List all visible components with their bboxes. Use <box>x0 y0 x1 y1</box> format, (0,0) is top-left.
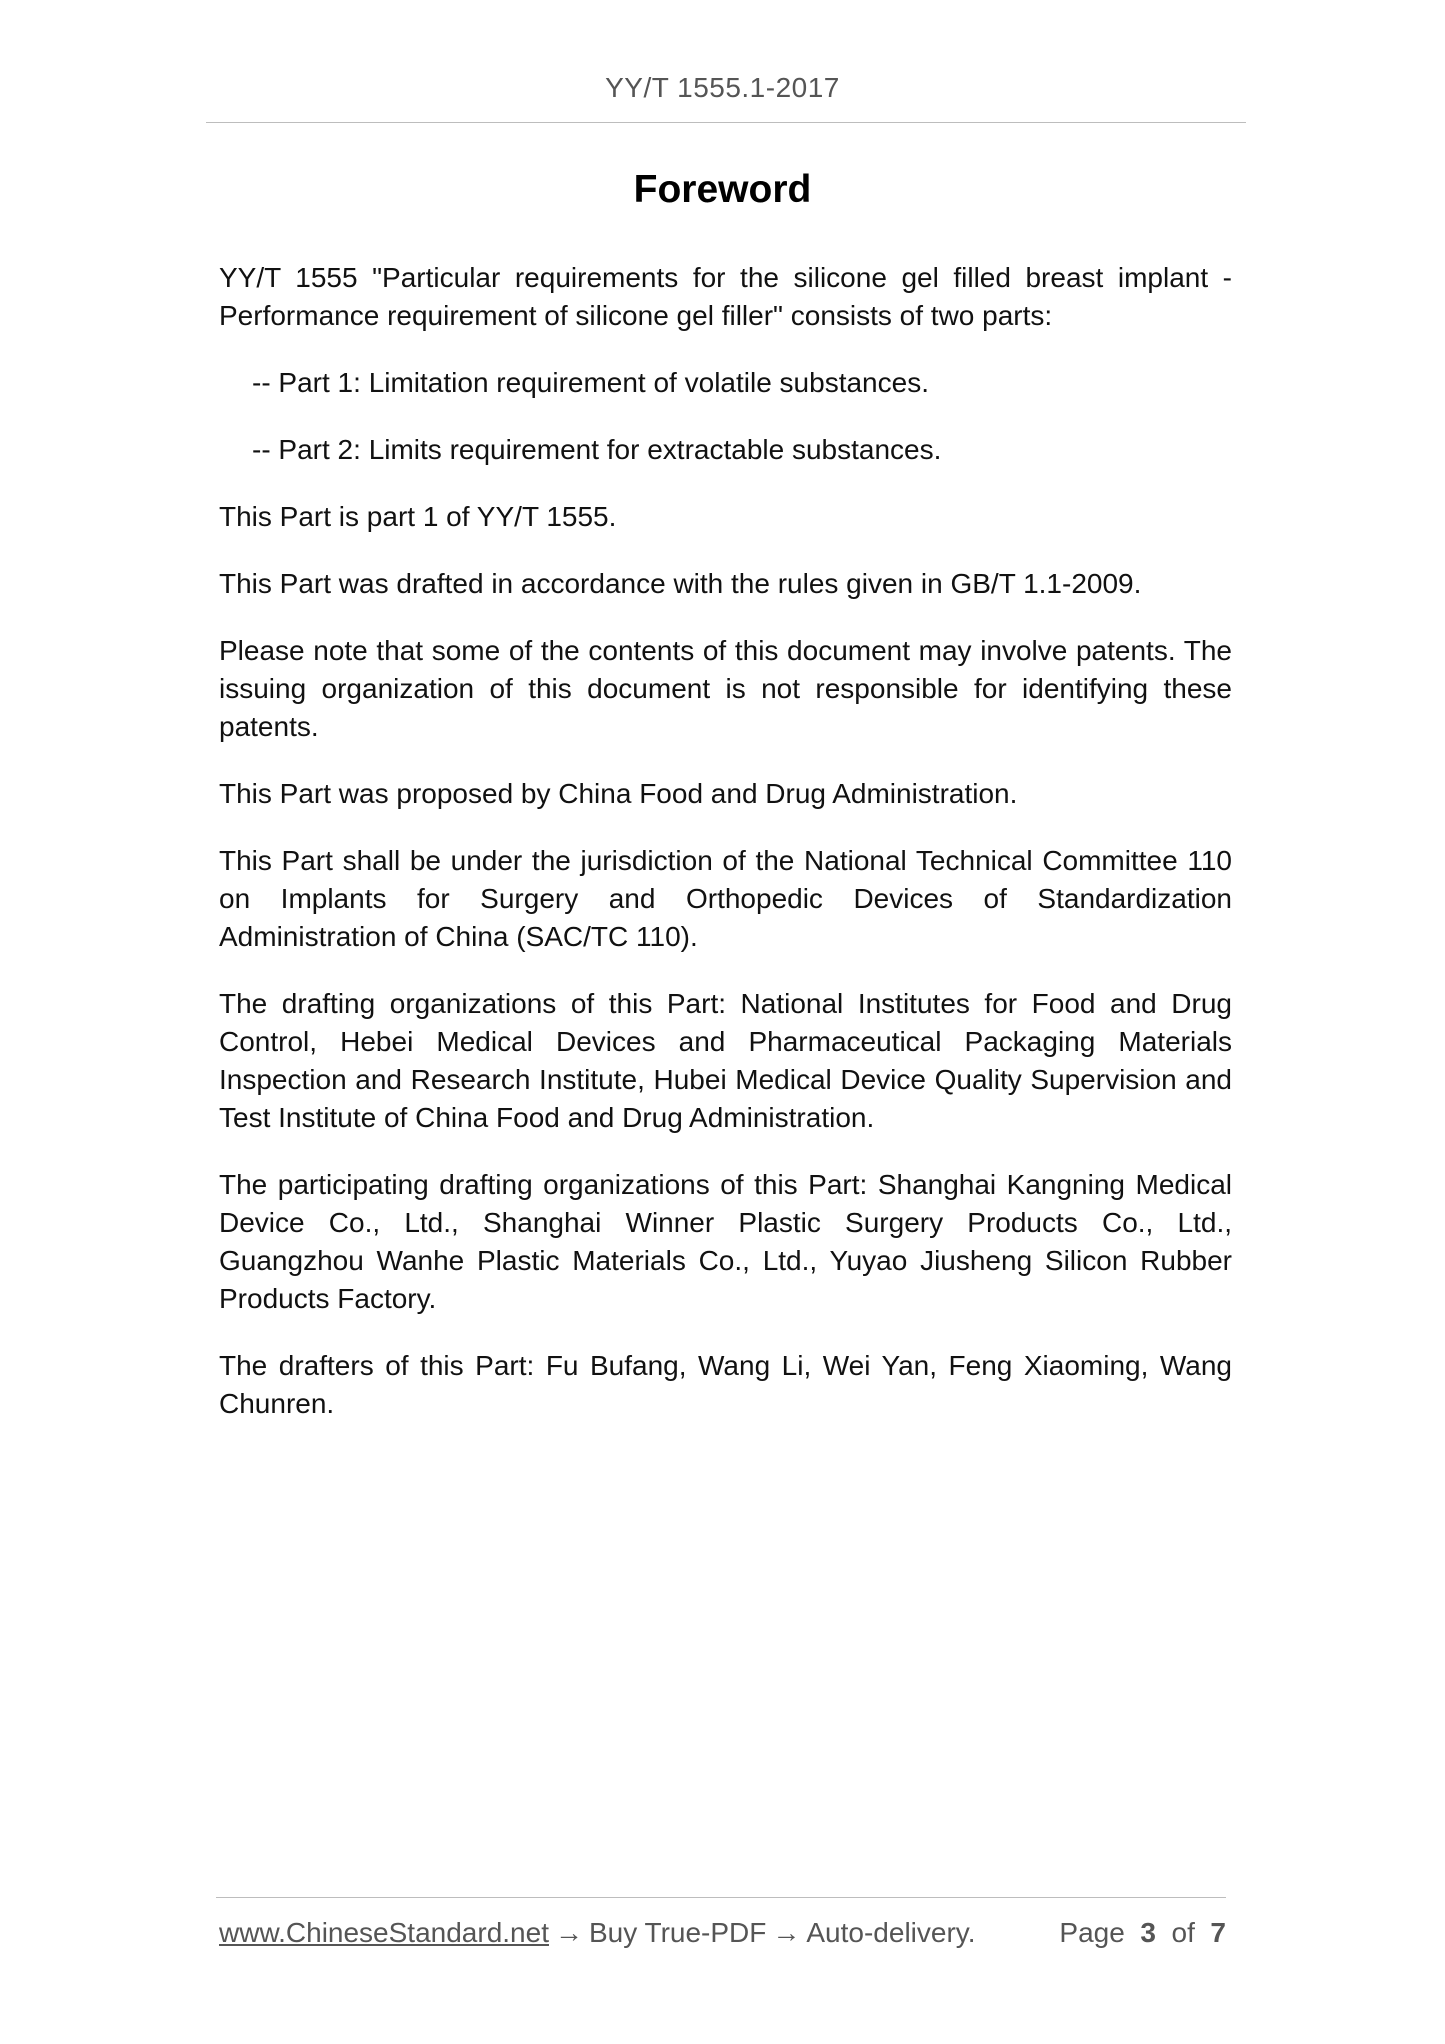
document-code-header: YY/T 1555.1-2017 <box>605 72 840 103</box>
list-item-part-2: -- Part 2: Limits requirement for extractable substances. <box>252 434 942 465</box>
paragraph-patent-note: Please note that some of the contents of this document may involve patents. The issuing organization of this document is not responsible for identifying these patents. <box>219 635 1232 742</box>
footer-divider <box>216 1897 1226 1898</box>
arrow-right-icon: → <box>772 1917 801 1948</box>
buy-true-pdf-text: Buy True-PDF <box>588 1917 767 1948</box>
page-title: Foreword <box>633 168 812 211</box>
arrow-right-icon: → <box>554 1917 583 1948</box>
paragraph-drafting-organizations: The drafting organizations of this Part: National Institutes for Food and Drug Control, Hebei Medical Devices and Pharmaceutical Packaging Materials Inspection and Research Institute, Hubei Medical Device Quality Supervision and Test Institute of China Food and Drug Administration. <box>219 988 1232 1133</box>
paragraph-intro: YY/T 1555 "Particular requirements for the silicone gel filled breast implant - Performance requirement of silicone gel filler" consists of two parts: <box>219 262 1232 331</box>
paragraph-drafters: The drafters of this Part: Fu Bufang, Wang Li, Wei Yan, Feng Xiaoming, Wang Chunren. <box>219 1350 1232 1419</box>
paragraph-part-number: This Part is part 1 of YY/T 1555. <box>219 501 617 532</box>
page-current: 3 <box>1140 1917 1156 1948</box>
website-link[interactable]: www.ChineseStandard.net <box>219 1917 549 1948</box>
header-divider <box>206 122 1246 123</box>
page-number <box>1059 1917 1226 1949</box>
paragraph-drafting-rules: This Part was drafted in accordance with the rules given in GB/T 1.1-2009. <box>219 568 1142 599</box>
list-item-part-1: -- Part 1: Limitation requirement of volatile substances. <box>252 367 929 398</box>
paragraph-jurisdiction: This Part shall be under the jurisdiction of the National Technical Committee 110 on Implants for Surgery and Orthopedic Devices of Standardization Administration of China (SAC/TC 110). <box>219 845 1232 952</box>
page-footer <box>219 1917 1226 1949</box>
page-total: 7 <box>1210 1917 1226 1948</box>
foreword-body <box>219 259 1232 1452</box>
page-label: Page <box>1059 1917 1125 1948</box>
paragraph-participating-organizations: The participating drafting organizations of this Part: Shanghai Kangning Medical Device Co., Ltd., Shanghai Winner Plastic Surgery Products Co., Ltd., Guangzhou Wanhe Plastic Materials Co., Ltd., Yuyao Jiusheng Silicon Rubber Products Factory. <box>219 1169 1232 1314</box>
paragraph-proposed-by: This Part was proposed by China Food and Drug Administration. <box>219 778 1018 809</box>
page-of-label: of <box>1171 1917 1195 1948</box>
auto-delivery-text: Auto-delivery. <box>806 1917 976 1948</box>
